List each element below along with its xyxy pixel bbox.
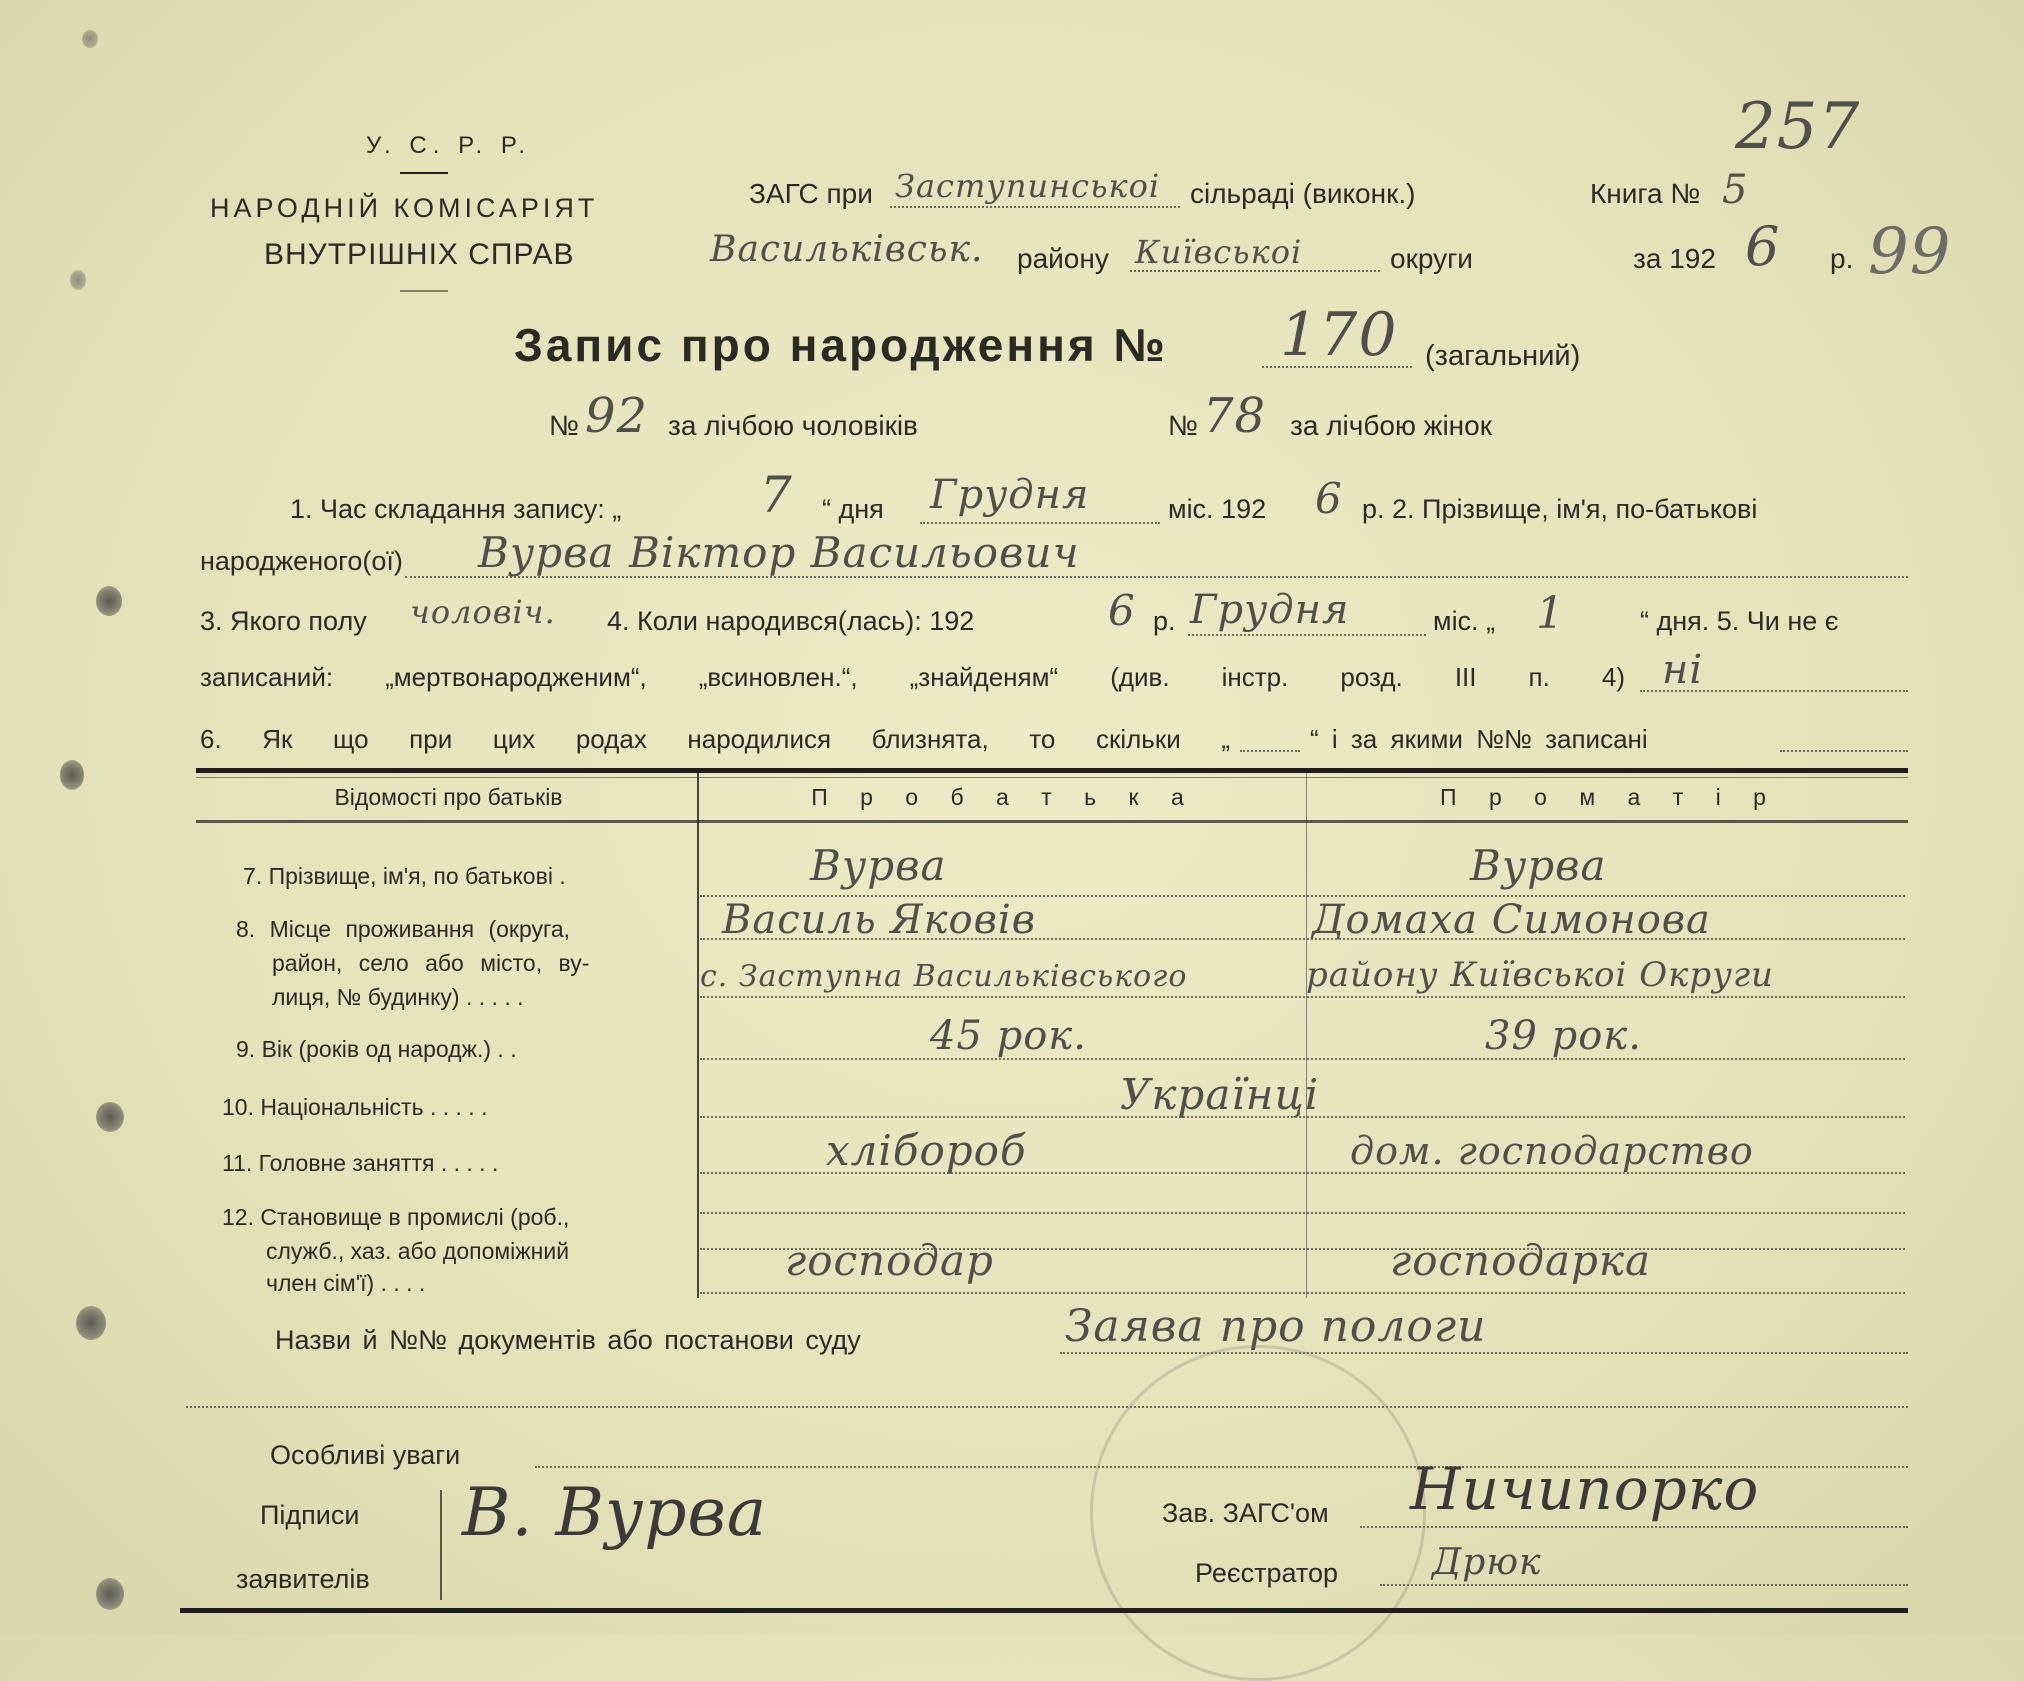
zags-label: ЗАГС при <box>749 178 873 209</box>
male-label: за лічбою чоловіків <box>668 410 918 441</box>
row-label-residence: район, село або місто, ву- <box>272 950 590 976</box>
year-suffix: р. <box>1830 243 1854 274</box>
birth-month: Грудня <box>1190 587 1350 633</box>
field-4-r: р. <box>1153 606 1176 636</box>
district: Васильківськ. <box>710 229 984 270</box>
region: Київськоі <box>1135 233 1303 271</box>
registrar-label: Реєстратор <box>1195 1558 1339 1588</box>
table-top-rule <box>196 768 1908 773</box>
blank-line <box>1240 750 1300 752</box>
table-top-rule-thin <box>196 777 1908 778</box>
mother-residence: району Київськоі Округи <box>1306 955 1774 995</box>
birth-year: 6 <box>1108 586 1136 635</box>
female-number: 78 <box>1203 388 1267 444</box>
field-1-day-label: “ дня <box>822 494 884 524</box>
ministry-line1: НАРОДНІЙ КОМІСАРІЯТ <box>210 193 599 223</box>
book-label: Книга № <box>1590 178 1701 209</box>
row-label-nationality: 10. Національність . . . . . <box>222 1094 488 1120</box>
bottom-rule <box>180 1608 1908 1613</box>
blank-line <box>186 1406 1908 1408</box>
head-signature: Ничипорко <box>1410 1455 1760 1523</box>
title-suffix: (загальний) <box>1425 340 1581 372</box>
row-label-occupation: 11. Головне заняття . . . . . <box>222 1150 499 1176</box>
region-label: округи <box>1390 243 1473 274</box>
row-line <box>700 1292 1905 1294</box>
row-label-age: 9. Вік (років од народж.) . . <box>236 1036 517 1062</box>
punch-hole <box>60 760 84 790</box>
header-father: П р о б а т ь к а <box>811 784 1192 810</box>
year-digit: 6 <box>1745 215 1781 278</box>
mother-surname: Вурва <box>1470 841 1607 890</box>
district-label: району <box>1017 243 1109 274</box>
female-label: за лічбою жінок <box>1290 410 1492 441</box>
row-label-position: член сім'ї) . . . . <box>266 1270 426 1296</box>
field-1-year-label: міс. 192 <box>1168 494 1267 524</box>
book-number: 5 <box>1722 167 1749 213</box>
page-title: Запис про народження № <box>514 319 1168 371</box>
blank-line <box>920 522 1160 524</box>
record-number: 170 <box>1280 300 1398 370</box>
nationality: Українці <box>1120 1070 1320 1119</box>
mother-age: 39 рок. <box>1485 1013 1642 1059</box>
field-2-cont: народженого(ої) <box>200 546 403 576</box>
registrar-signature: Дрюк <box>1432 1542 1542 1583</box>
divider <box>400 172 448 174</box>
row-label-position: служб., хаз. або допоміжний <box>266 1238 570 1264</box>
male-number: 92 <box>585 388 649 444</box>
birth-day: 1 <box>1536 588 1565 639</box>
republic-label: У. С. Р. Р. <box>366 132 532 159</box>
signature-bracket <box>440 1490 442 1600</box>
header-mother: П р о м а т і р <box>1440 784 1774 810</box>
punch-hole <box>96 1578 124 1610</box>
row-label-residence: лиця, № будинку) . . . . . <box>272 984 524 1010</box>
applicants-label: заявителів <box>236 1564 370 1594</box>
field-1-year: 6 <box>1315 474 1343 523</box>
field-4-label: 4. Коли народився(лась): 192 <box>607 606 975 636</box>
father-name: Василь Яковів <box>722 897 1036 943</box>
row-label-residence: 8. Місце проживання (округа, <box>236 916 571 942</box>
header-parents-info: Відомості про батьків <box>334 784 563 810</box>
child-sex: чоловіч. <box>410 593 556 631</box>
punch-hole <box>96 1102 124 1132</box>
female-no-label: № <box>1168 410 1199 441</box>
table-header-rule <box>196 820 1908 823</box>
punch-hole <box>76 1306 106 1340</box>
documents-label: Назви й №№ документів або постанови суду <box>275 1325 861 1355</box>
zags-suffix: сільраді (виконк.) <box>1190 178 1416 209</box>
field-1-day: 7 <box>760 466 793 524</box>
male-no-label: № <box>549 410 580 441</box>
field-1-month: Грудня <box>930 472 1090 518</box>
notes-label: Особливі уваги <box>270 1440 461 1470</box>
father-occupation: хлібороб <box>826 1126 1027 1175</box>
column-divider <box>1306 773 1307 1298</box>
punch-hole <box>96 586 122 616</box>
punch-hole <box>82 30 98 48</box>
father-surname: Вурва <box>810 841 947 890</box>
mother-name: Домаха Симонова <box>1312 897 1711 943</box>
head-label: Зав. ЗАГС'ом <box>1162 1498 1329 1528</box>
documents-value: Заява про пологи <box>1065 1301 1487 1352</box>
signatures-label: Підписи <box>260 1500 360 1530</box>
divider <box>400 290 448 292</box>
year-prefix: за 192 <box>1633 243 1716 274</box>
row-label-name: 7. Прізвище, ім'я, по батькові . <box>243 863 566 889</box>
mother-position: господарка <box>1390 1236 1652 1285</box>
father-residence: с. Заступна Васильківського <box>700 959 1188 994</box>
page-number: 99 <box>1868 215 1952 289</box>
field-5-answer: ні <box>1662 647 1704 693</box>
field-6-label: 6. Як що при цих родах народилися близнята, то скільки „ <box>200 724 1230 754</box>
father-age: 45 рок. <box>930 1013 1087 1059</box>
blank-line <box>1188 634 1426 636</box>
field-1-label: 1. Час складання запису: „ <box>290 494 622 524</box>
applicant-signature: В. Вурва <box>462 1474 768 1551</box>
row-line <box>700 996 1905 998</box>
row-line <box>700 1212 1905 1214</box>
field-3-label: 3. Якого полу <box>200 606 367 636</box>
blank-line <box>1380 1584 1908 1586</box>
punch-hole <box>70 270 86 290</box>
child-name: Вурва Віктор Васильович <box>478 528 1080 577</box>
column-divider <box>697 773 699 1298</box>
blank-line <box>1360 1526 1908 1528</box>
blank-line <box>1780 750 1908 752</box>
archive-number: 257 <box>1735 90 1861 164</box>
blank-line <box>890 206 1180 208</box>
row-line <box>700 1058 1905 1060</box>
field-6-label2: “ і за якими №№ записані <box>1310 724 1648 754</box>
row-label-position: 12. Становище в промислі (роб., <box>222 1204 570 1230</box>
field-5-cont: записаний: „мертвонародженим“, „всиновлен.“, „знайденям“ (див. інстр. розд. III п. 4) <box>200 662 1625 692</box>
field-2-label: р. 2. Прізвище, ім'я, по-батькові <box>1362 494 1758 524</box>
ministry-line2: ВНУТРІШНІХ СПРАВ <box>264 238 575 271</box>
zags-village: Заступинськоі <box>895 167 1161 205</box>
mother-occupation: дом. господарство <box>1350 1129 1754 1173</box>
field-4-month-label: міс. „ <box>1433 606 1496 636</box>
field-5-label: “ дня. 5. Чи не є <box>1640 606 1839 636</box>
father-position: господар <box>785 1236 994 1285</box>
blank-line <box>1060 1352 1908 1354</box>
